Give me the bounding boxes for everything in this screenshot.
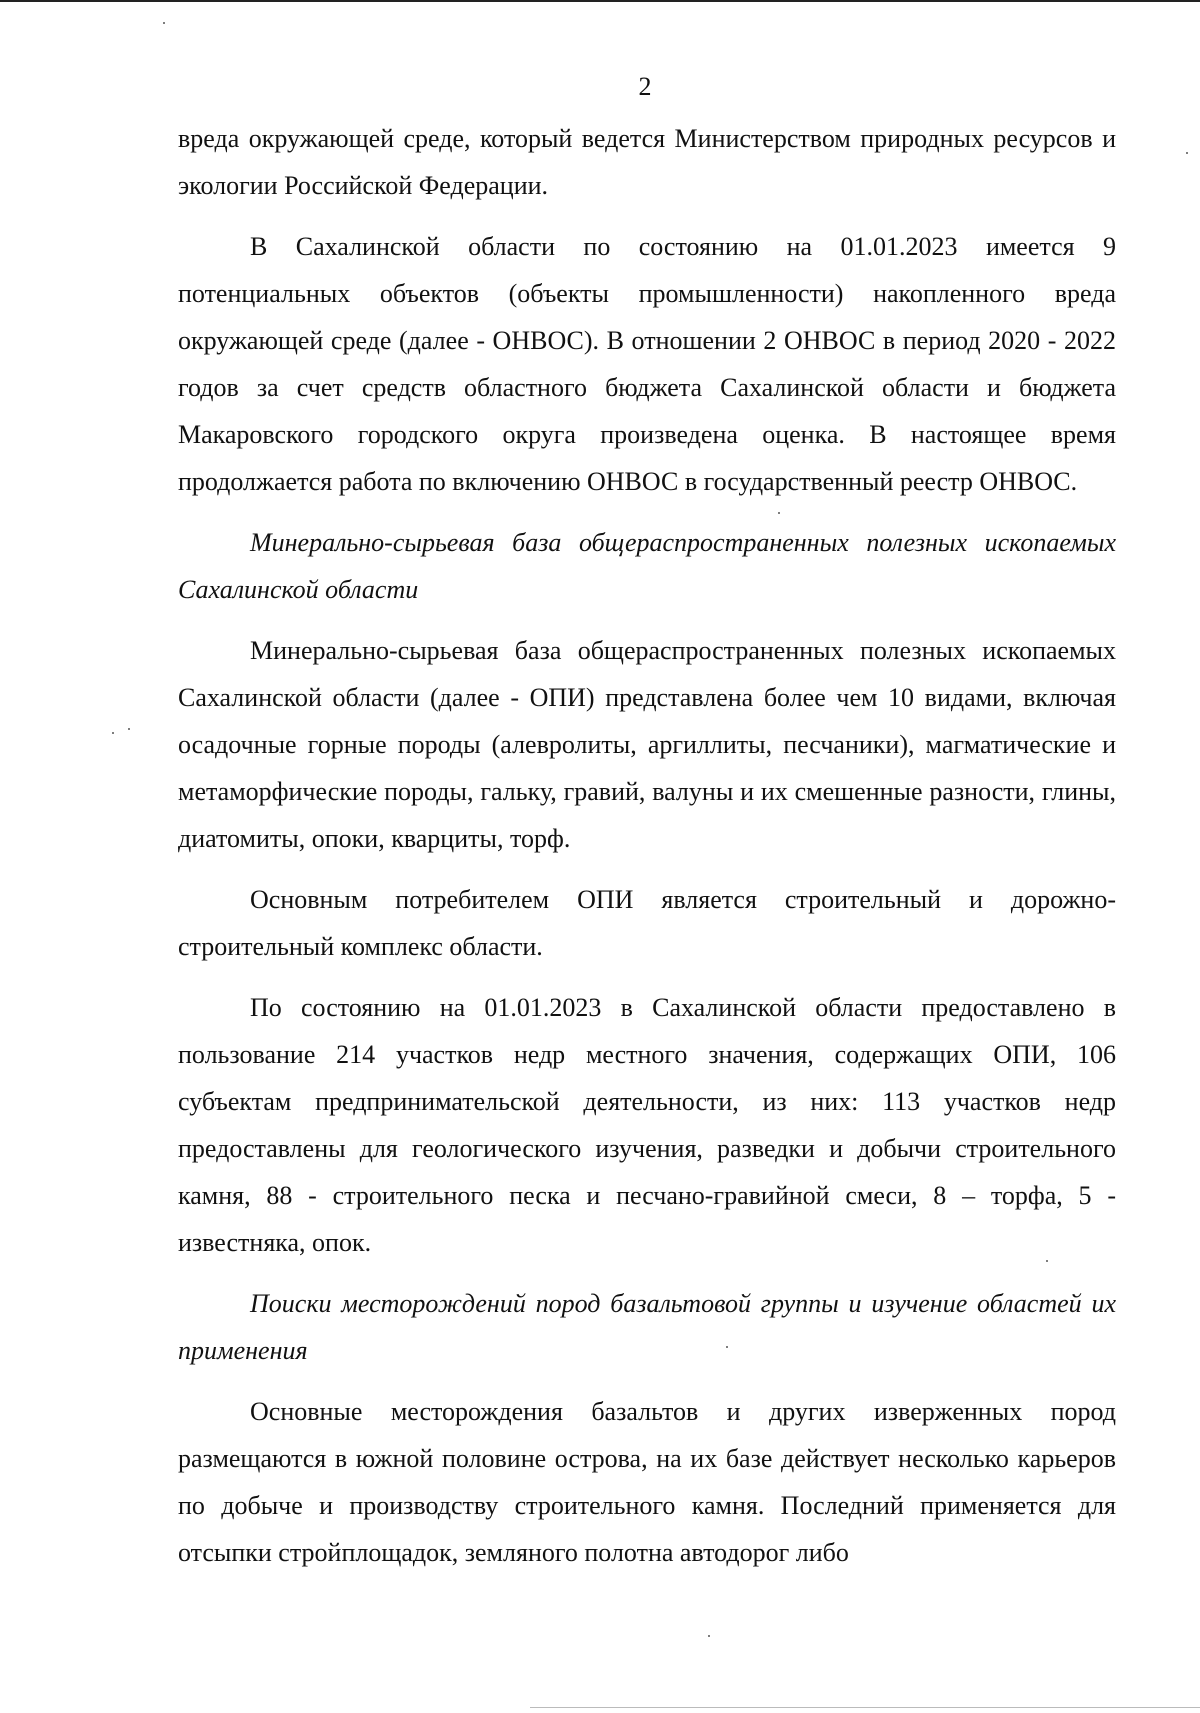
scan-speck (128, 728, 130, 730)
page-number: 2 (638, 72, 652, 101)
paragraph-consumer: Основным потребителем ОПИ является строительный и дорожно-строительный комплекс области. (178, 885, 1116, 961)
paragraph-basalt-deposits: Основные месторождения базальтов и других изверженных пород размещаются в южной половине острова, на их базе действует несколько карьеров по добыче и производству строительного камня. Последний применяется для отсыпки стройплощадок, земляного полотна автодорог либо (178, 1397, 1116, 1567)
scan-speck (1186, 152, 1188, 154)
scan-speck (1046, 1260, 1048, 1262)
scan-edge-bottom (530, 1707, 1200, 1708)
paragraph-onvos: В Сахалинской области по состоянию на 01.01.2023 имеется 9 потенциальных объектов (объекты промышленности) накопленного вреда окружающей среде (далее - ОНВОС). В отношении 2 ОНВОС в период 2020 - 2022 годов за счет средств областного бюджета Сахалинской области и бюджета Макаровского городского округа произведена оценка. В настоящее время продолжается работа по включению ОНВОС в государственный реестр ОНВОС. (178, 232, 1116, 496)
section-heading-mineral-base: Минерально-сырьевая база общераспространенных полезных ископаемых Сахалинской области (178, 528, 1116, 604)
scan-speck (726, 1346, 728, 1348)
scan-speck (708, 1635, 710, 1637)
document-body (178, 115, 1116, 1576)
paragraph-subsoil-plots: По состоянию на 01.01.2023 в Сахалинской области предоставлено в пользование 214 участков недр местного значения, содержащих ОПИ, 106 субъектам предпринимательской деятельности, из них: 113 участков недр предоставлены для геологического изучения, разведки и добычи строительного камня, 88 - строительного песка и песчано-гравийной смеси, 8 – торфа, 5 - известняка, опок. (178, 993, 1116, 1257)
scan-speck (163, 22, 165, 24)
scan-speck (778, 512, 780, 514)
paragraph-mineral-base: Минерально-сырьевая база общераспространенных полезных ископаемых Сахалинской области (далее - ОПИ) представлена более чем 10 видами, включая осадочные горные породы (алевролиты, аргиллиты, песчаники), магматические и метаморфические породы, гальку, гравий, валуны и их смешенные разности, глины, диатомиты, опоки, кварциты, торф. (178, 636, 1116, 853)
scan-edge-top (0, 0, 1200, 2)
section-heading-basalt: Поиски месторождений пород базальтовой группы и изучение областей их применения (178, 1289, 1116, 1365)
scan-speck (112, 732, 114, 734)
paragraph-continuation: вреда окружающей среде, который ведется Министерством природных ресурсов и экологии Российской Федерации. (178, 124, 1116, 200)
